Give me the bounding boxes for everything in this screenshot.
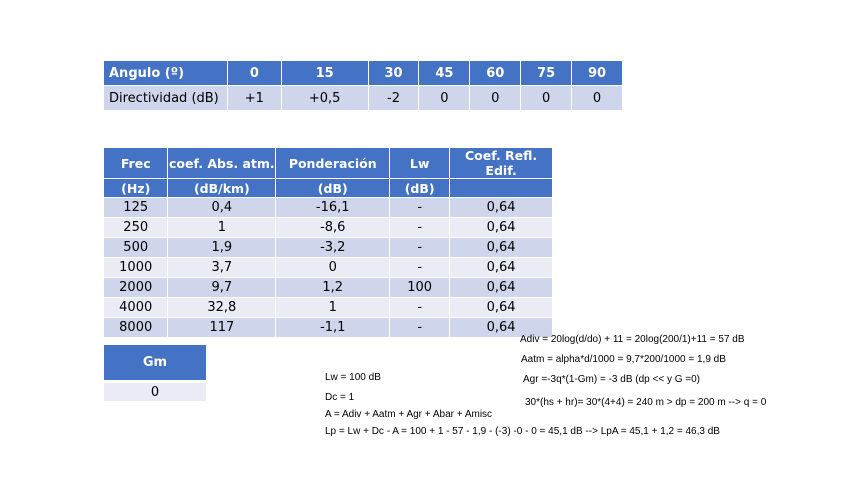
table-cell: - — [390, 218, 450, 238]
header-cell-abs-unit: (dB/km) — [168, 179, 276, 198]
table-cell: 8000 — [104, 318, 168, 338]
table-row — [104, 218, 553, 238]
row-label-directivity: Directividad (dB) — [104, 86, 228, 111]
table-row — [104, 238, 553, 258]
table-cell: 0,64 — [450, 278, 553, 298]
header-cell-frec-unit: (Hz) — [104, 179, 168, 198]
table-cell: 32,8 — [168, 298, 276, 318]
table-cell: -1,1 — [276, 318, 390, 338]
header-cell-frec: Frec — [104, 148, 168, 179]
table-cell: 1 — [168, 218, 276, 238]
header-cell-ponderacion: Ponderación — [276, 148, 390, 179]
header-cell-abs: coef. Abs. atm. — [168, 148, 276, 179]
table-cell: 0,64 — [450, 318, 553, 338]
table-cell: -2 — [368, 86, 419, 111]
table-cell: 0 — [572, 86, 623, 111]
table-row — [104, 258, 553, 278]
gm-value-cell: 0 — [104, 383, 206, 401]
table-cell: 0 — [470, 86, 521, 111]
gm-header-row — [104, 345, 206, 380]
directivity-table — [104, 61, 623, 111]
table-cell: -8,6 — [276, 218, 390, 238]
note-agr: Agr =-3q*(1-Gm) = -3 dB (dp << y G =0) — [523, 374, 701, 385]
table-cell: 125 — [104, 198, 168, 218]
header-cell: 45 — [419, 61, 470, 86]
frequency-header-row-1 — [104, 148, 553, 179]
note-lw: Lw = 100 dB — [325, 372, 381, 383]
directivity-header-row — [104, 61, 623, 86]
table-cell: 1000 — [104, 258, 168, 278]
table-cell: - — [390, 298, 450, 318]
gm-header-cell: Gm — [104, 345, 206, 380]
table-row — [104, 198, 553, 218]
table-cell: 0,64 — [450, 198, 553, 218]
table-cell: - — [390, 258, 450, 278]
note-aatm: Aatm = alpha*d/1000 = 9,7*200/1000 = 1,9 dB — [521, 354, 726, 365]
table-cell: +0,5 — [281, 86, 368, 111]
note-adiv: Adiv = 20log(d/do) + 11 = 20log(200/1)+11 = 57 dB — [520, 334, 745, 345]
table-cell: 1,2 — [276, 278, 390, 298]
table-row — [104, 318, 553, 338]
table-cell: 0,4 — [168, 198, 276, 218]
frequency-header-row-2 — [104, 179, 553, 198]
header-cell: 90 — [572, 61, 623, 86]
note-lp-formula: Lp = Lw + Dc - A = 100 + 1 - 57 - 1,9 - (-3) -0 - 0 = 45,1 dB --> LpA = 45,1 + 1,2 = 46,3 dB — [325, 426, 720, 437]
table-cell: 1,9 — [168, 238, 276, 258]
table-cell: 500 — [104, 238, 168, 258]
table-cell: - — [390, 318, 450, 338]
header-cell: 0 — [228, 61, 282, 86]
table-cell: 0,64 — [450, 238, 553, 258]
table-cell: 0 — [521, 86, 572, 111]
table-cell: 0,64 — [450, 218, 553, 238]
table-cell: 250 — [104, 218, 168, 238]
table-cell: -3,2 — [276, 238, 390, 258]
table-cell: 0,64 — [450, 298, 553, 318]
frequency-table — [104, 148, 553, 338]
header-cell: 60 — [470, 61, 521, 86]
gm-table — [104, 345, 206, 401]
table-cell: 0 — [276, 258, 390, 278]
header-cell: 15 — [281, 61, 368, 86]
table-cell: - — [390, 198, 450, 218]
table-cell: +1 — [228, 86, 282, 111]
table-cell: 2000 — [104, 278, 168, 298]
header-cell-refl-unit — [450, 179, 553, 198]
table-cell: - — [390, 238, 450, 258]
table-cell: -16,1 — [276, 198, 390, 218]
header-cell-lw-unit: (dB) — [390, 179, 450, 198]
table-cell: 3,7 — [168, 258, 276, 278]
table-cell: 1 — [276, 298, 390, 318]
table-cell: 0 — [419, 86, 470, 111]
table-row — [104, 298, 553, 318]
gm-value-row — [104, 383, 206, 401]
table-cell: 4000 — [104, 298, 168, 318]
header-cell-ponderacion-unit: (dB) — [276, 179, 390, 198]
header-cell-angle: Angulo (º) — [104, 61, 228, 86]
table-cell: 9,7 — [168, 278, 276, 298]
table-cell: 117 — [168, 318, 276, 338]
table-cell: 0,64 — [450, 258, 553, 278]
table-row — [104, 278, 553, 298]
directivity-value-row — [104, 86, 623, 111]
table-cell: 100 — [390, 278, 450, 298]
note-dc: Dc = 1 — [325, 392, 355, 403]
header-cell: 75 — [521, 61, 572, 86]
header-cell: 30 — [368, 61, 419, 86]
header-cell-refl: Coef. Refl. Edif. — [450, 148, 553, 179]
header-cell-lw: Lw — [390, 148, 450, 179]
note-a-formula: A = Adiv + Aatm + Agr + Abar + Amisc — [325, 409, 493, 420]
note-dp: 30*(hs + hr)= 30*(4+4) = 240 m > dp = 200 m --> q = 0 — [525, 397, 767, 408]
